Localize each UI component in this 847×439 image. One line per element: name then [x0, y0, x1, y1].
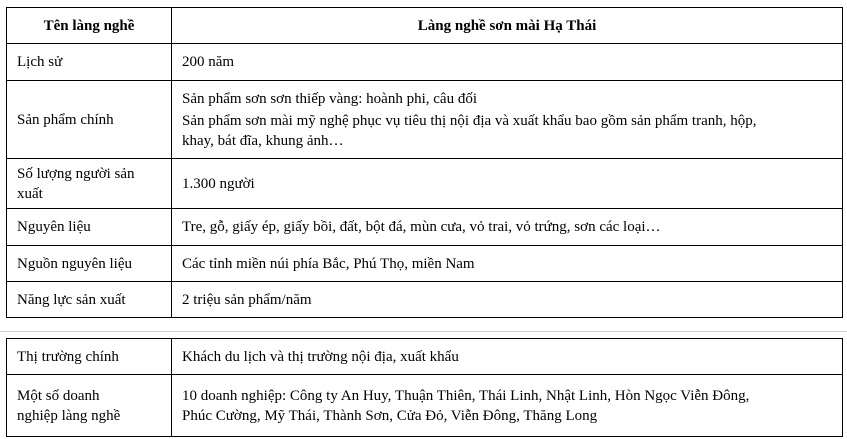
label-line: Số lượng người sản: [17, 165, 135, 182]
row-value: [172, 339, 843, 375]
table-header-row: [7, 8, 843, 44]
row-value: [172, 246, 843, 282]
table-row: [7, 44, 843, 81]
value-line: 200 năm: [182, 54, 235, 70]
row-label: Nguyên liệu: [7, 209, 172, 246]
row-value: [172, 44, 843, 81]
value-line: Các tỉnh miền núi phía Bắc, Phú Thọ, miền Nam: [182, 255, 475, 272]
row-value: [172, 159, 843, 209]
table-row: [7, 375, 843, 437]
craft-village-table-continued: [6, 338, 843, 437]
value-line: Tre, gỗ, giấy ép, giấy bồi, đất, bột đá, mùn cưa, vỏ trai, vỏ trứng, sơn các loại…: [182, 219, 661, 235]
table-row: [7, 246, 843, 282]
row-label: [7, 375, 172, 437]
row-value: [172, 282, 843, 318]
value-line: Sản phẩm sơn sơn thiếp vàng: hoành phi, câu đối: [182, 90, 477, 107]
header-col2: Làng nghề sơn mài Hạ Thái: [172, 8, 843, 44]
label-line: xuất: [17, 185, 43, 202]
row-value: [172, 209, 843, 246]
row-value: [172, 375, 843, 437]
row-label: Nguồn nguyên liệu: [7, 246, 172, 282]
row-label: Lịch sử: [7, 44, 172, 81]
value-line: Phúc Cường, Mỹ Thái, Thành Sơn, Cửa Đỏ, Viễn Đông, Thăng Long: [182, 407, 598, 424]
table-row: [7, 282, 843, 318]
value-line: Sản phẩm sơn mài mỹ nghệ phục vụ tiêu thị nội địa và xuất khẩu bao gồm sản phẩm tranh, hộp,: [182, 112, 757, 129]
label-line: nghiệp làng nghề: [17, 407, 121, 424]
table-row: [7, 159, 843, 209]
value-line: 2 triệu sản phẩm/năm: [182, 291, 312, 308]
table-row: [7, 81, 843, 159]
value-line: Khách du lịch và thị trường nội địa, xuất khẩu: [182, 348, 459, 365]
value-line: 1.300 người: [182, 175, 255, 192]
header-col1: Tên làng nghề: [7, 8, 172, 44]
row-value: [172, 81, 843, 159]
table-row: [7, 339, 843, 375]
table-row: [7, 209, 843, 246]
row-label: Thị trường chính: [7, 339, 172, 375]
row-label: [7, 159, 172, 209]
craft-village-table: [6, 7, 843, 318]
value-line: 10 doanh nghiệp: Công ty An Huy, Thuận Thiên, Thái Linh, Nhật Linh, Hòn Ngọc Viễn Đông,: [182, 387, 750, 404]
row-label: Sản phẩm chính: [7, 81, 172, 159]
label-line: Một số doanh: [17, 387, 100, 404]
row-label: Năng lực sản xuất: [7, 282, 172, 318]
page-separator: [0, 331, 847, 332]
value-line: khay, bát đĩa, khung ảnh…: [182, 132, 344, 149]
